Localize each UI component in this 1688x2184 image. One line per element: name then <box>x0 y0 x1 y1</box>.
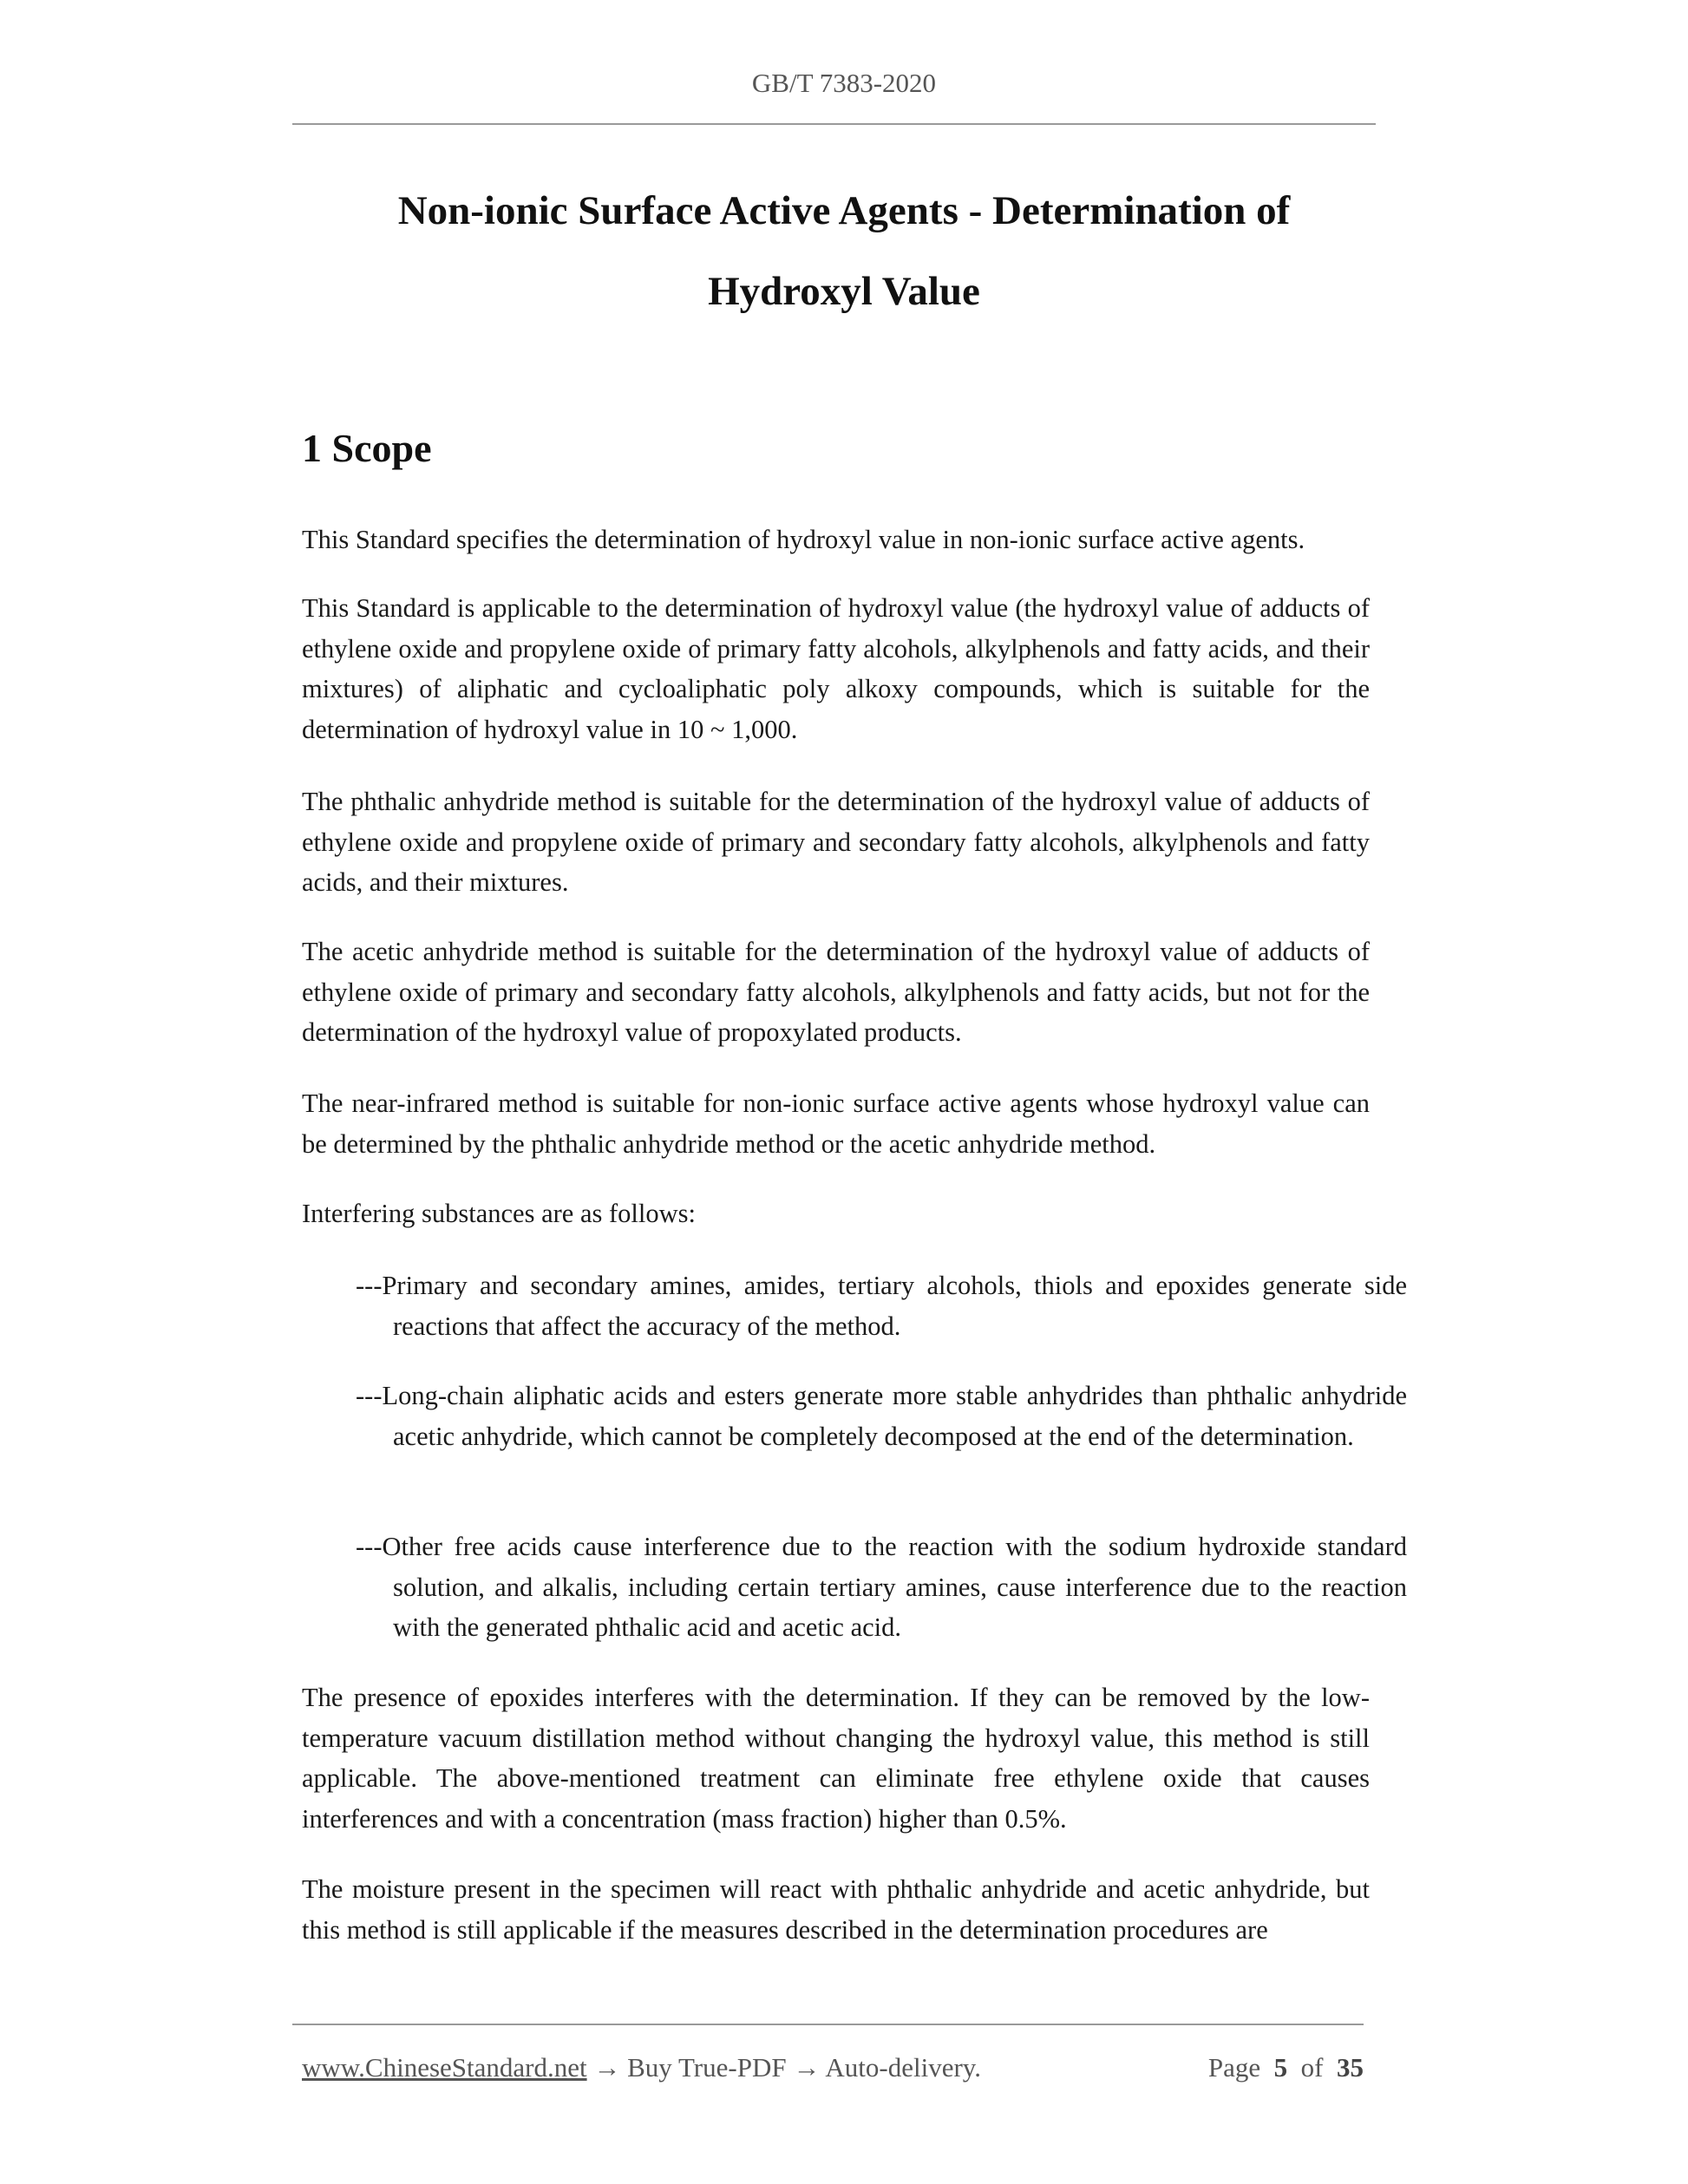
website-link[interactable]: www.ChineseStandard.net <box>302 2052 587 2083</box>
list-item: ---Primary and secondary amines, amides, tertiary alcohols, thiols and epoxides generate side reactions that affect the accuracy of the method. <box>356 1271 1407 1341</box>
list-item: ---Other free acids cause interference due to the reaction with the sodium hydroxide standard solution, and alkalis, including certain tertiary amines, cause interference due to the reaction with the generated phthalic acid and acetic acid. <box>356 1532 1407 1642</box>
footer-divider <box>292 2024 1364 2025</box>
paragraph: The acetic anhydride method is suitable for the determination of the hydroxyl value of adducts of ethylene oxide of primary and secondary fatty alcohols, alkylphenols and fatty acids, but not for the determination of the hydroxyl value of propoxylated products. <box>302 937 1370 1047</box>
title-line-1: Non-ionic Surface Active Agents - Determination of <box>397 188 1291 233</box>
arrow-right-icon: → <box>593 2052 621 2083</box>
of-label: of <box>1300 2052 1324 2083</box>
section-heading: 1 Scope <box>302 426 432 470</box>
footer-left <box>302 2052 981 2083</box>
document-code-header: GB/T 7383-2020 <box>751 68 937 98</box>
paragraph: Interfering substances are as follows: <box>302 1199 696 1228</box>
delivery-text: Auto-delivery. <box>825 2052 982 2083</box>
page-title <box>0 171 1688 332</box>
paragraph: The moisture present in the specimen will react with phthalic anhydride and acetic anhydride, but this method is still applicable if the measures described in the determination procedures are <box>302 1874 1370 1945</box>
buy-text: Buy True-PDF <box>627 2052 787 2083</box>
page-indicator <box>1208 2052 1364 2083</box>
arrow-right-icon: → <box>793 2052 821 2083</box>
page-total: 35 <box>1337 2052 1364 2083</box>
title-line-2: Hydroxyl Value <box>708 269 980 314</box>
list-item: ---Long-chain aliphatic acids and esters generate more stable anhydrides than phthalic anhydride acetic anhydride, which cannot be completely decomposed at the end of the determination. <box>356 1381 1407 1451</box>
paragraph: The near-infrared method is suitable for non-ionic surface active agents whose hydroxyl value can be determined by the phthalic anhydride method or the acetic anhydride method. <box>302 1089 1370 1159</box>
paragraph: The phthalic anhydride method is suitable for the determination of the hydroxyl value of adducts of ethylene oxide and propylene oxide of primary and secondary fatty alcohols, alkylphenols and fatty acids, and their mixtures. <box>302 787 1370 897</box>
page-label: Page <box>1207 2052 1261 2083</box>
header-divider <box>292 123 1376 125</box>
paragraph: The presence of epoxides interferes with the determination. If they can be removed by the low-temperature vacuum distillation method without changing the hydroxyl value, this method is still applicable. The above-mentioned treatment can eliminate free ethylene oxide that causes interferences and with a concentration (mass fraction) higher than 0.5%. <box>302 1683 1370 1834</box>
paragraph: This Standard is applicable to the determination of hydroxyl value (the hydroxyl value of adducts of ethylene oxide and propylene oxide of primary fatty alcohols, alkylphenols and fatty acids, and their mixtures) of aliphatic and cycloaliphatic poly alkoxy compounds, which is suitable for the determination of hydroxyl value in 10 ~ 1,000. <box>302 593 1370 744</box>
page-number: 5 <box>1273 2052 1288 2083</box>
paragraph: This Standard specifies the determination of hydroxyl value in non-ionic surface active agents. <box>302 525 1305 554</box>
